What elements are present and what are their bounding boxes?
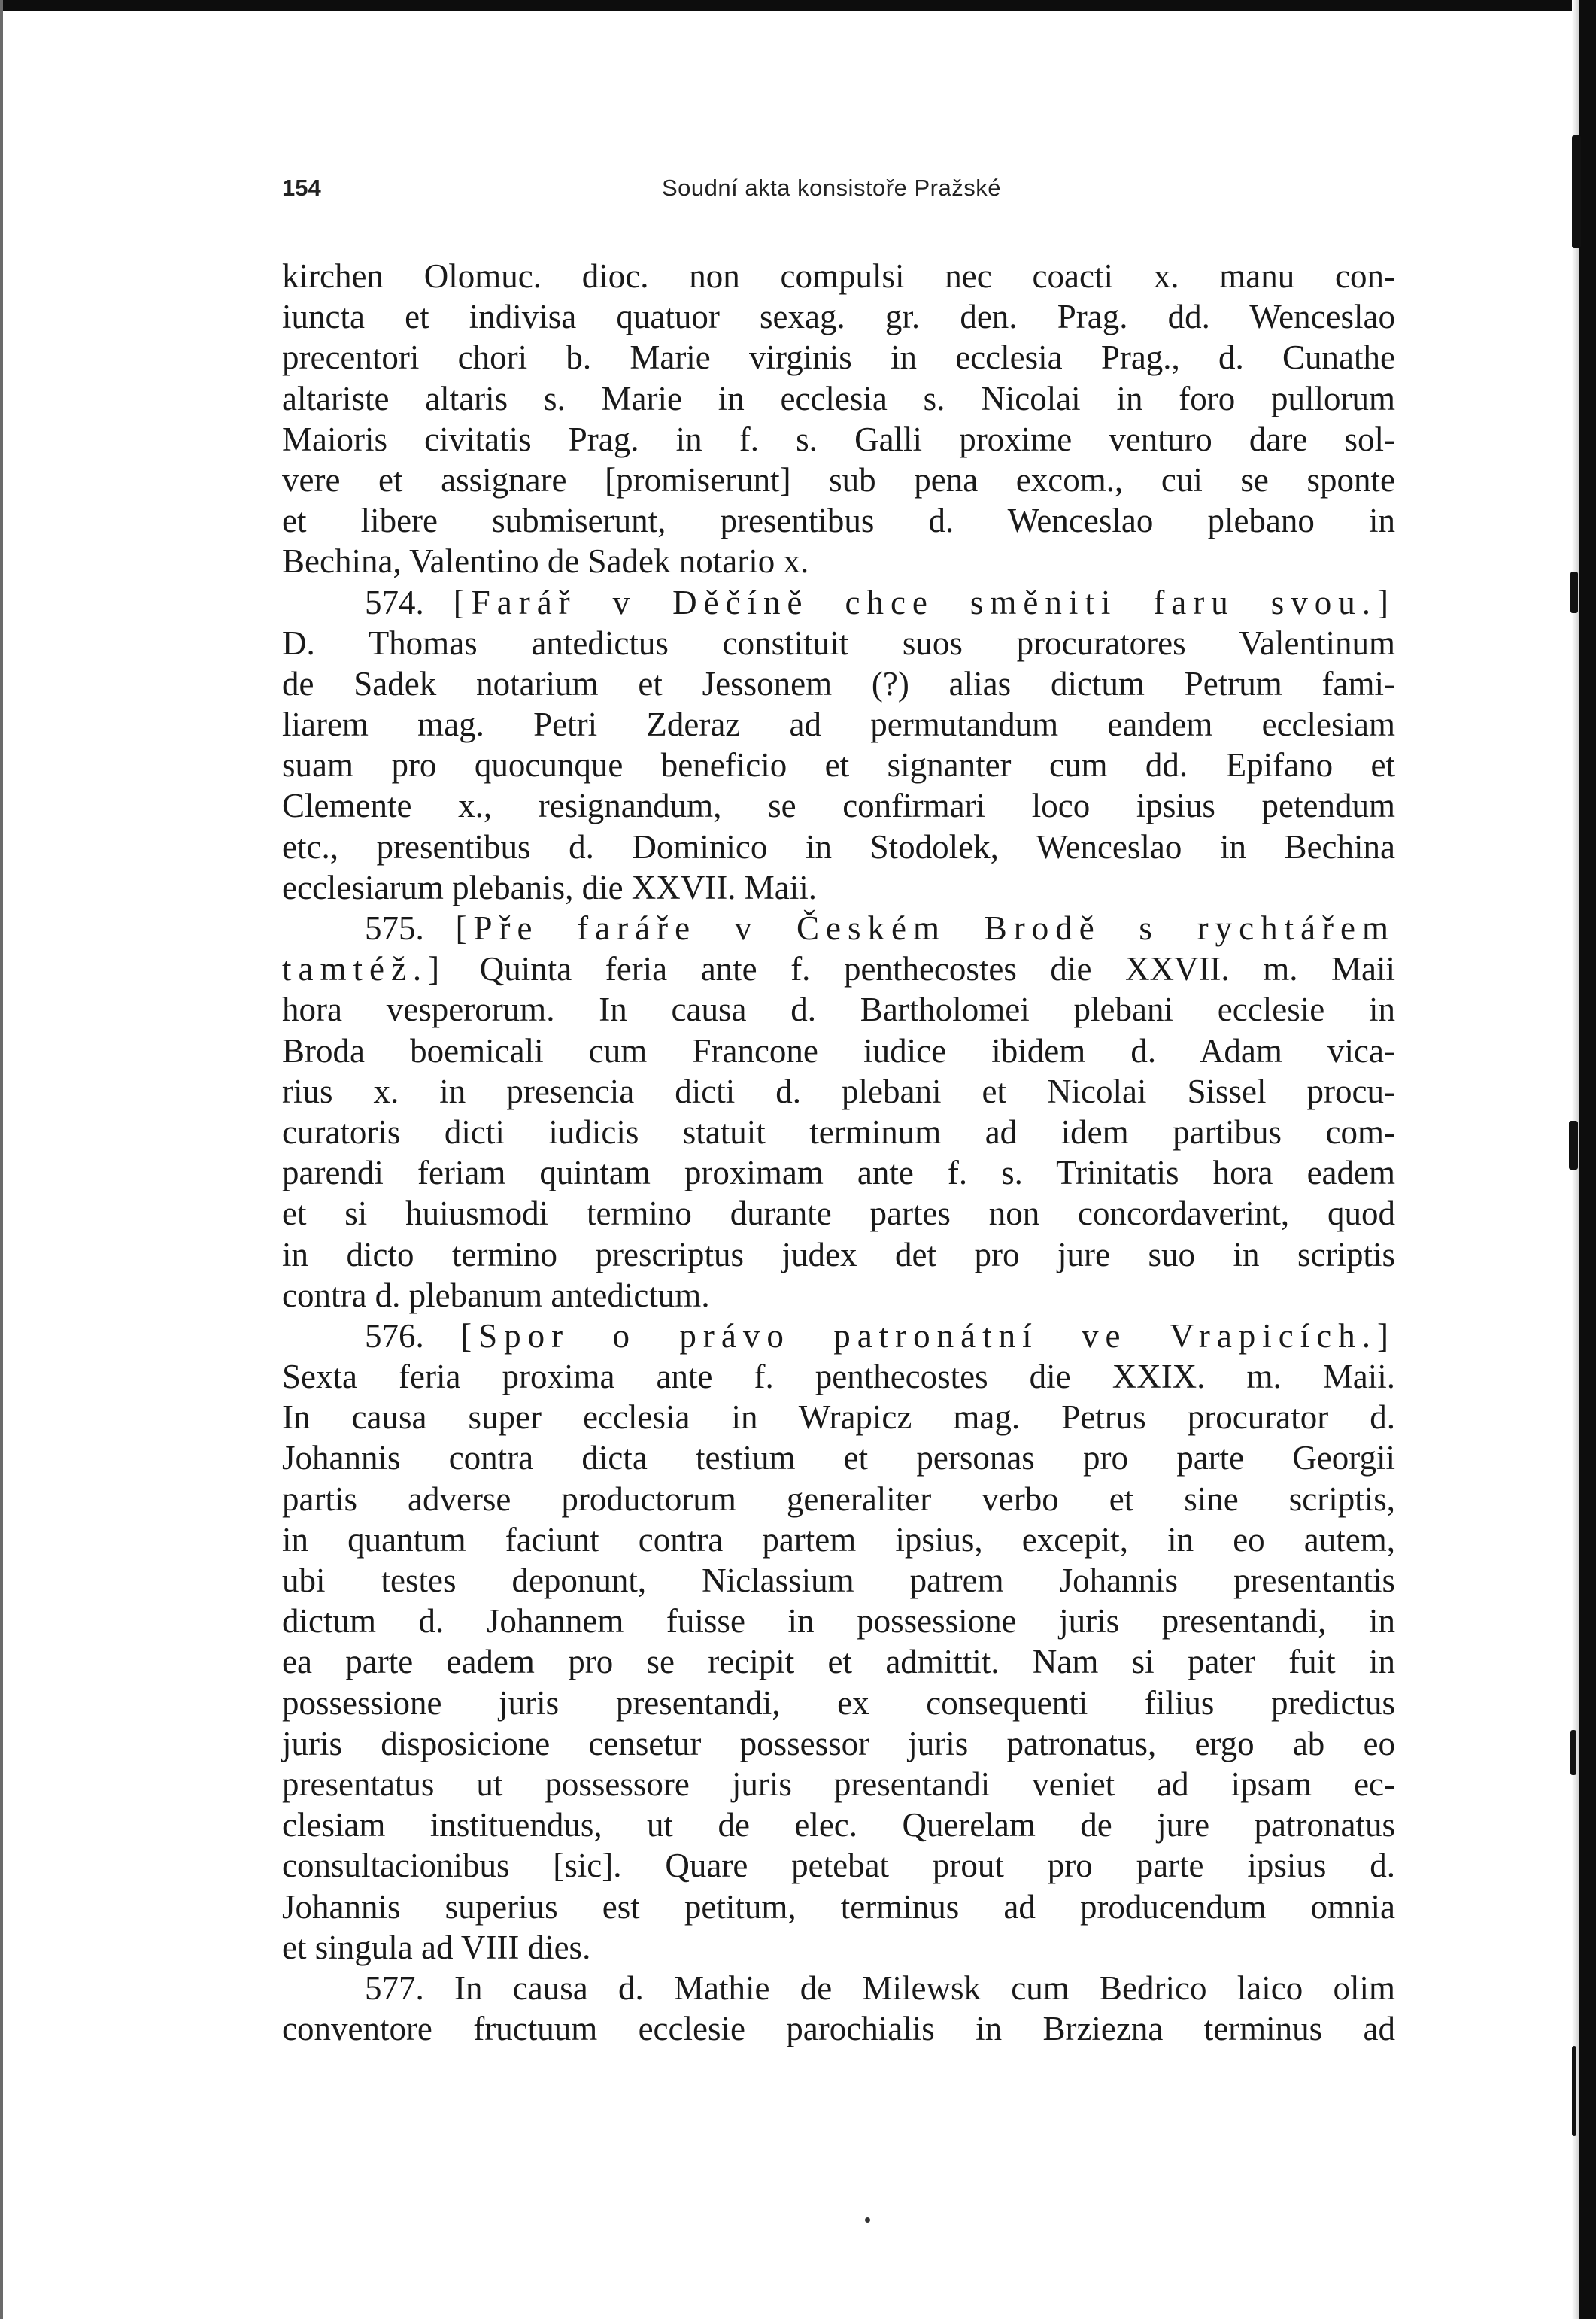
line-text: in dicto termino prescriptus judex det pro jure suo in scriptis	[282, 1235, 1395, 1273]
entry-heading: tamtéž.]	[282, 950, 447, 988]
entry-number: 576.	[365, 1316, 424, 1355]
line-text: parendi feriam quintam proximam ante f. s. Trinitatis hora eadem	[282, 1154, 1395, 1192]
line-text: etc., presentibus d. Dominico in Stodolek, Wenceslao in Bechina	[282, 827, 1395, 866]
text-line	[282, 1397, 1395, 1437]
text-line	[282, 827, 1395, 867]
running-header	[282, 175, 1410, 205]
text-line	[282, 378, 1395, 419]
line-text: possessione juris presentandi, ex consequenti filius predictus	[282, 1683, 1395, 1722]
line-text: ea parte eadem pro se recipit et admittit. Nam si pater fuit in	[282, 1643, 1395, 1681]
text-line	[282, 1601, 1395, 1641]
text-line	[282, 1723, 1395, 1764]
entry-number: 574.	[365, 583, 424, 621]
text-line	[282, 745, 1395, 785]
line-text: Johannis superius est petitum, terminus ad producendum omnia	[282, 1887, 1395, 1926]
running-title: Soudní akta konsistoře Pražské	[662, 175, 1001, 201]
entry-heading: [Spor o právo patronátní ve Vrapicích.]	[460, 1316, 1395, 1355]
entry-heading: [Farář v Děčíně chce směniti faru svou.]	[453, 583, 1395, 621]
line-text: altariste altaris s. Marie in ecclesia s. Nicolai in foro pullorum	[282, 379, 1395, 417]
line-text: ecclesiarum plebanis, die XXVII. Maii.	[282, 868, 818, 906]
line-text: rius x. in presencia dicti d. plebani et Nicolai Sissel procu-	[282, 1072, 1395, 1110]
line-text: precentori chori b. Marie virginis in ecclesia Prag., d. Cunathe	[282, 338, 1395, 377]
text-line	[282, 1234, 1395, 1275]
line-text: dictum d. Johannem fuisse in possessione juris presentandi, in	[282, 1602, 1395, 1641]
text-line	[282, 1437, 1395, 1478]
line-text: Broda boemicali cum Francone iudice ibidem d. Adam vica-	[282, 1031, 1395, 1070]
scan-border-left	[0, 0, 3, 2319]
line-text: de Sadek notarium et Jessonem (?) alias dictum Petrum fami-	[282, 664, 1395, 703]
text-line	[282, 949, 1395, 989]
line-text: hora vesperorum. In causa d. Bartholomei plebani ecclesie in	[282, 991, 1395, 1029]
text-line	[282, 500, 1395, 541]
text-line	[282, 623, 1395, 663]
text-line	[282, 785, 1395, 826]
text-line	[282, 1356, 1395, 1397]
text-line	[282, 704, 1395, 745]
text-line	[282, 1805, 1395, 1845]
line-text: curatoris dicti iudicis statuit terminum ad idem partibus com-	[282, 1112, 1395, 1151]
line-text: suam pro quocunque beneficio et signanter cum dd. Epifano et	[282, 746, 1395, 785]
text-line	[282, 1152, 1395, 1193]
scan-mark	[1570, 1730, 1576, 1775]
text-line	[282, 1316, 1395, 1356]
line-text: Bechina, Valentino de Sadek notario x.	[282, 542, 809, 581]
line-text: Clemente x., resignandum, se confirmari loco ipsius petendum	[282, 787, 1395, 825]
line-text: kirchen Olomuc. dioc. non compulsi nec coacti x. manu con-	[282, 257, 1395, 295]
text-line	[282, 1275, 1395, 1316]
entry-number: 577.	[365, 1968, 424, 2007]
line-text: et libere submiserunt, presentibus d. Wenceslao plebano in	[282, 502, 1395, 540]
text-line	[282, 419, 1395, 460]
scan-border-top	[0, 0, 1596, 11]
entry-number: 575.	[365, 909, 424, 947]
entry-heading: [Pře faráře v Českém Brodě s rychtářem	[455, 909, 1396, 947]
text-line	[282, 1641, 1395, 1682]
text-line	[282, 296, 1395, 337]
line-text: clesiam instituendus, ut de elec. Querelam de jure patronatus	[282, 1806, 1395, 1844]
text-line	[282, 1683, 1395, 1723]
scan-mark	[1572, 2046, 1576, 2136]
text-line	[282, 1927, 1395, 1968]
text-line	[282, 256, 1395, 296]
text-line	[282, 1519, 1395, 1560]
line-text: Johannis contra dicta testium et personas pro parte Georgii	[282, 1439, 1395, 1477]
line-text: conventore fructuum ecclesie parochialis in Brziezna terminus ad	[282, 2010, 1395, 2048]
text-line	[282, 541, 1395, 581]
scan-mark	[1570, 572, 1578, 613]
text-line	[282, 663, 1395, 704]
line-text: vere et assignare [promiserunt] sub pena excom., cui se sponte	[282, 460, 1395, 499]
line-text: contra d. plebanum antedictum.	[282, 1276, 710, 1314]
text-line	[282, 1764, 1395, 1805]
body-text	[282, 256, 1395, 2049]
line-text: Sexta feria proxima ante f. penthecostes die XXIX. m. Maii.	[282, 1358, 1395, 1396]
scan-speck	[865, 2217, 870, 2223]
text-line	[282, 1030, 1395, 1071]
scan-border-right	[1579, 0, 1596, 2319]
page-number: 154	[282, 175, 321, 201]
text-line	[282, 2008, 1395, 2049]
line-text: partis adverse productorum generaliter verbo et sine scriptis,	[282, 1480, 1395, 1518]
text-line	[282, 582, 1395, 623]
text-line	[282, 1112, 1395, 1152]
line-text: ubi testes deponunt, Niclassium patrem Johannis presentantis	[282, 1562, 1395, 1599]
text-line	[282, 1845, 1395, 1886]
line-text: Maioris civitatis Prag. in f. s. Galli proxime venturo dare sol-	[282, 420, 1395, 458]
line-text: liarem mag. Petri Zderaz ad permutandum eandem ecclesiam	[282, 706, 1395, 744]
text-line	[282, 1479, 1395, 1519]
text-line	[282, 989, 1395, 1030]
text-line	[282, 1968, 1395, 2008]
line-text: presentatus ut possessore juris presentandi veniet ad ipsam ec-	[282, 1765, 1395, 1803]
text-line	[282, 337, 1395, 378]
scan-mark	[1569, 1121, 1578, 1170]
text-line	[282, 460, 1395, 500]
line-text: Quinta feria ante f. penthecostes die XXVII. m. Maii	[479, 950, 1395, 988]
scan-mark	[1572, 135, 1581, 248]
text-line	[282, 908, 1395, 949]
text-line	[282, 1886, 1395, 1927]
text-line	[282, 1560, 1395, 1601]
line-text: in quantum faciunt contra partem ipsius, excepit, in eo autem,	[282, 1520, 1395, 1559]
line-text: iuncta et indivisa quatuor sexag. gr. den. Prag. dd. Wenceslao	[282, 298, 1395, 336]
text-line	[282, 1071, 1395, 1112]
line-text: D. Thomas antedictus constituit suos procuratores Valentinum	[282, 624, 1395, 662]
line-text: et si huiusmodi termino durante partes non concordaverint, quod	[282, 1194, 1395, 1233]
text-line	[282, 867, 1395, 908]
line-text: In causa d. Mathie de Milewsk cum Bedrico laico olim	[454, 1968, 1395, 2007]
line-text: juris disposicione censetur possessor juris patronatus, ergo ab eo	[282, 1724, 1395, 1762]
line-text: In causa super ecclesia in Wrapicz mag. Petrus procurator d.	[282, 1398, 1395, 1437]
line-text: consultacionibus [sic]. Quare petebat prout pro parte ipsius d.	[282, 1847, 1395, 1885]
line-text: et singula ad VIII dies.	[282, 1928, 591, 1966]
text-line	[282, 1193, 1395, 1234]
